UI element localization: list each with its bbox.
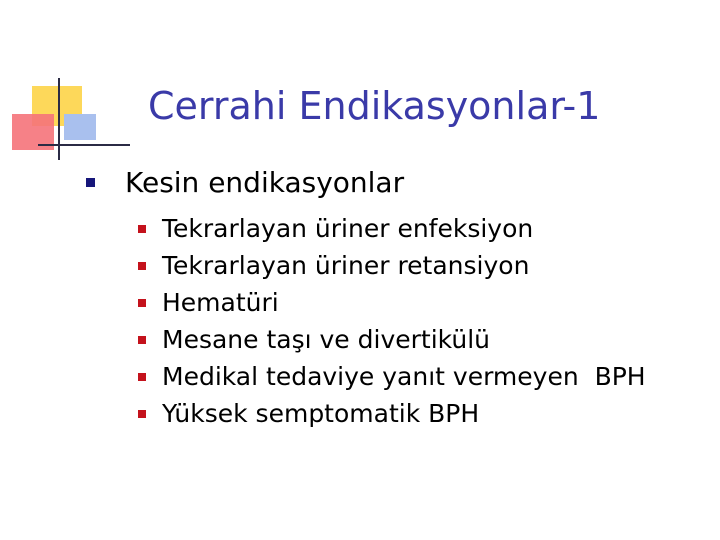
list-item-text: Yüksek semptomatik BPH [162, 399, 480, 428]
square-bullet-icon [138, 225, 146, 233]
bullet-level1 [86, 166, 404, 199]
square-bullet-icon [138, 336, 146, 344]
square-bullet-icon [138, 410, 146, 418]
list-item-text: Tekrarlayan üriner enfeksiyon [162, 214, 534, 243]
square-bullet-icon [138, 299, 146, 307]
list-item [138, 247, 646, 284]
slide-title: Cerrahi Endikasyonlar-1 [148, 84, 601, 128]
square-bullet-icon [138, 262, 146, 270]
sub-bullet-list [138, 210, 646, 432]
list-item-text: Medikal tedaviye yanıt vermeyen BPH [162, 362, 646, 391]
bullet-level1-text: Kesin endikasyonlar [125, 166, 405, 199]
decorative-logo [0, 0, 130, 170]
logo-vertical-line [58, 78, 60, 160]
list-item [138, 395, 646, 432]
list-item-text: Hematüri [162, 288, 279, 317]
list-item [138, 358, 646, 395]
square-bullet-icon [86, 178, 95, 187]
list-item [138, 321, 646, 358]
logo-blue-square [64, 114, 96, 140]
logo-horizontal-line [38, 144, 130, 146]
list-item-text: Tekrarlayan üriner retansiyon [162, 251, 530, 280]
list-item [138, 210, 646, 247]
square-bullet-icon [138, 373, 146, 381]
list-item [138, 284, 646, 321]
list-item-text: Mesane taşı ve divertikülü [162, 325, 490, 354]
